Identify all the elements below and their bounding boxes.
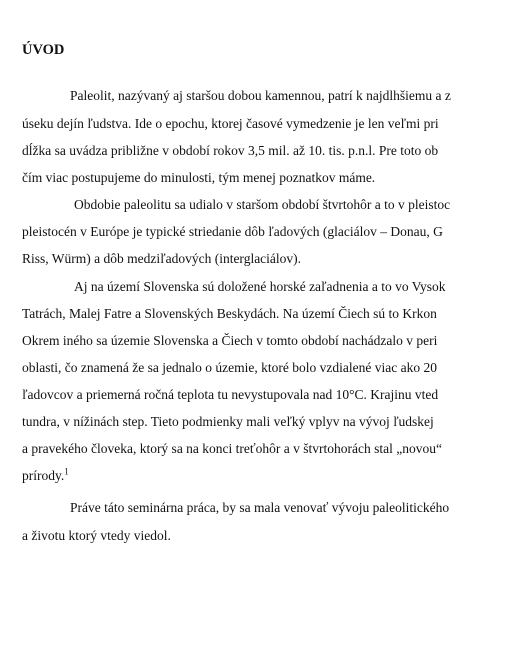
- text-line-content: prírody.: [22, 468, 65, 483]
- text-line: ľadovcov a priemerná ročná teplota tu nevystupovala nad 10°C. Krajinu vted: [22, 387, 439, 402]
- text-line: Paleolit, nazývaný aj staršou dobou kamennou, patrí k najdlhšiemu a z: [70, 88, 451, 103]
- text-line: pleistocén v Európe je typické striedanie dôb ľadových (glaciálov – Donau, G: [22, 224, 443, 239]
- section-heading: ÚVOD: [22, 42, 65, 58]
- text-line: [22, 468, 69, 484]
- text-line: Tatrách, Malej Fatre a Slovenských Beskydách. Na území Čiech sú to Krkon: [22, 306, 437, 321]
- text-line: dĺžka sa uvádza približne v období rokov 3,5 mil. až 10. tis. p.n.l. Pre toto ob: [22, 143, 439, 158]
- footnote-reference[interactable]: 1: [64, 466, 69, 477]
- text-line: čím viac postupujeme do minulosti, tým menej poznatkov máme.: [22, 170, 376, 185]
- text-line: Obdobie paleolitu sa udialo v staršom období štvrtohôr a to v pleistoc: [74, 197, 451, 212]
- text-line: úseku dejín ľudstva. Ide o epochu, ktorej časové vymedzenie je len veľmi pri: [22, 116, 439, 131]
- text-line: a životu ktorý vtedy viedol.: [22, 528, 171, 543]
- text-line: tundra, v nížinách step. Tieto podmienky mali veľký vplyv na vývoj ľudskej: [22, 414, 434, 429]
- text-line: Okrem iného sa územie Slovenska a Čiech v tomto období nachádzalo v peri: [22, 333, 438, 348]
- text-line: Riss, Würm) a dôb medziľadových (interglaciálov).: [22, 251, 302, 266]
- text-line: oblasti, čo znamená že sa jednalo o územie, ktoré bolo vzdialené viac ako 20: [22, 360, 437, 375]
- text-line: Práve táto seminárna práca, by sa mala venovať vývoju paleolitického: [70, 500, 450, 515]
- text-line: Aj na území Slovenska sú doložené horské zaľadnenia a to vo Vysok: [74, 279, 446, 294]
- text-line: a pravekého človeka, ktorý sa na konci treťohôr a v štvrtohorách stal „novou“: [22, 441, 442, 456]
